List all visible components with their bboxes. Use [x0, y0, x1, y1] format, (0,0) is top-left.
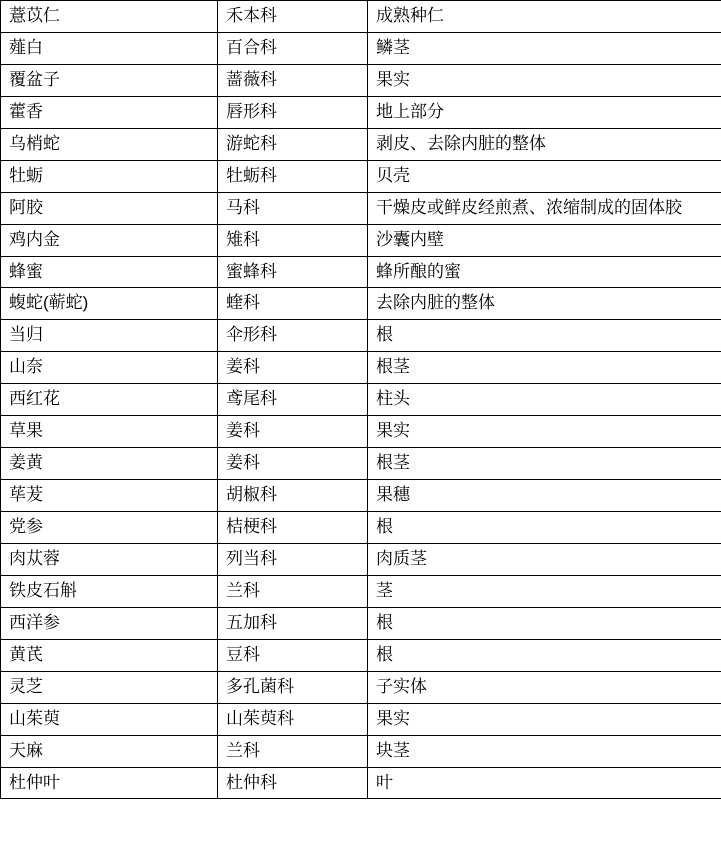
- cell-name: 西红花: [1, 384, 218, 416]
- table-row: [1, 224, 721, 256]
- cell-part: 果实: [368, 703, 721, 735]
- cell-family: 蜜蜂科: [218, 256, 368, 288]
- cell-part: 沙囊内壁: [368, 224, 721, 256]
- table-row: [1, 735, 721, 767]
- cell-part: 干燥皮或鲜皮经煎煮、浓缩制成的固体胶: [368, 192, 721, 224]
- table-row: [1, 160, 721, 192]
- cell-name: 肉苁蓉: [1, 543, 218, 575]
- cell-family: 山茱萸科: [218, 703, 368, 735]
- cell-family: 雉科: [218, 224, 368, 256]
- cell-family: 牡蛎科: [218, 160, 368, 192]
- cell-part: 根: [368, 639, 721, 671]
- cell-family: 杜仲科: [218, 767, 368, 799]
- table-row: [1, 128, 721, 160]
- cell-name: 党参: [1, 512, 218, 544]
- cell-part: 鳞茎: [368, 32, 721, 64]
- cell-family: 姜科: [218, 352, 368, 384]
- cell-name: 山奈: [1, 352, 218, 384]
- table-row: [1, 64, 721, 96]
- cell-family: 姜科: [218, 448, 368, 480]
- table-row: [1, 703, 721, 735]
- cell-name: 乌梢蛇: [1, 128, 218, 160]
- cell-name: 铁皮石斛: [1, 575, 218, 607]
- cell-part: 根: [368, 320, 721, 352]
- cell-name: 覆盆子: [1, 64, 218, 96]
- cell-family: 兰科: [218, 575, 368, 607]
- cell-family: 姜科: [218, 416, 368, 448]
- table-row: [1, 767, 721, 799]
- table-row: [1, 639, 721, 671]
- cell-name: 灵芝: [1, 671, 218, 703]
- table-row: [1, 384, 721, 416]
- table-row: [1, 320, 721, 352]
- cell-name: 薏苡仁: [1, 1, 218, 33]
- table-row: [1, 192, 721, 224]
- cell-name: 牡蛎: [1, 160, 218, 192]
- cell-name: 荜茇: [1, 480, 218, 512]
- cell-name: 当归: [1, 320, 218, 352]
- cell-part: 剥皮、去除内脏的整体: [368, 128, 721, 160]
- cell-family: 五加科: [218, 607, 368, 639]
- cell-family: 豆科: [218, 639, 368, 671]
- table-row: [1, 256, 721, 288]
- table-row: [1, 607, 721, 639]
- table-row: [1, 288, 721, 320]
- table-row: [1, 543, 721, 575]
- cell-family: 蔷薇科: [218, 64, 368, 96]
- cell-family: 兰科: [218, 735, 368, 767]
- cell-name: 藿香: [1, 96, 218, 128]
- cell-part: 块茎: [368, 735, 721, 767]
- table-row: [1, 671, 721, 703]
- cell-name: 薤白: [1, 32, 218, 64]
- cell-family: 百合科: [218, 32, 368, 64]
- table-row: [1, 1, 721, 33]
- cell-part: 去除内脏的整体: [368, 288, 721, 320]
- cell-name: 鸡内金: [1, 224, 218, 256]
- cell-name: 蜂蜜: [1, 256, 218, 288]
- cell-name: 天麻: [1, 735, 218, 767]
- cell-part: 果实: [368, 64, 721, 96]
- cell-part: 贝壳: [368, 160, 721, 192]
- cell-family: 列当科: [218, 543, 368, 575]
- table-row: [1, 416, 721, 448]
- table-row: [1, 480, 721, 512]
- cell-name: 西洋参: [1, 607, 218, 639]
- cell-part: 子实体: [368, 671, 721, 703]
- cell-part: 果实: [368, 416, 721, 448]
- cell-part: 柱头: [368, 384, 721, 416]
- table-row: [1, 352, 721, 384]
- cell-part: 根茎: [368, 448, 721, 480]
- table-row: [1, 32, 721, 64]
- table-row: [1, 448, 721, 480]
- cell-part: 蜂所酿的蜜: [368, 256, 721, 288]
- cell-family: 马科: [218, 192, 368, 224]
- table-row: [1, 96, 721, 128]
- cell-part: 根: [368, 607, 721, 639]
- cell-family: 伞形科: [218, 320, 368, 352]
- cell-family: 胡椒科: [218, 480, 368, 512]
- table-row: [1, 575, 721, 607]
- herb-table-body: [1, 1, 721, 799]
- cell-part: 根: [368, 512, 721, 544]
- cell-part: 叶: [368, 767, 721, 799]
- cell-name: 杜仲叶: [1, 767, 218, 799]
- cell-name: 草果: [1, 416, 218, 448]
- cell-part: 成熟种仁: [368, 1, 721, 33]
- table-row: [1, 512, 721, 544]
- cell-family: 鸢尾科: [218, 384, 368, 416]
- cell-family: 多孔菌科: [218, 671, 368, 703]
- cell-name: 山茱萸: [1, 703, 218, 735]
- cell-part: 地上部分: [368, 96, 721, 128]
- cell-family: 禾本科: [218, 1, 368, 33]
- cell-part: 茎: [368, 575, 721, 607]
- cell-part: 肉质茎: [368, 543, 721, 575]
- cell-name: 蝮蛇(蕲蛇): [1, 288, 218, 320]
- cell-family: 蝰科: [218, 288, 368, 320]
- cell-part: 果穗: [368, 480, 721, 512]
- cell-part: 根茎: [368, 352, 721, 384]
- cell-family: 唇形科: [218, 96, 368, 128]
- cell-family: 游蛇科: [218, 128, 368, 160]
- cell-name: 阿胶: [1, 192, 218, 224]
- cell-family: 桔梗科: [218, 512, 368, 544]
- cell-name: 姜黄: [1, 448, 218, 480]
- cell-name: 黄芪: [1, 639, 218, 671]
